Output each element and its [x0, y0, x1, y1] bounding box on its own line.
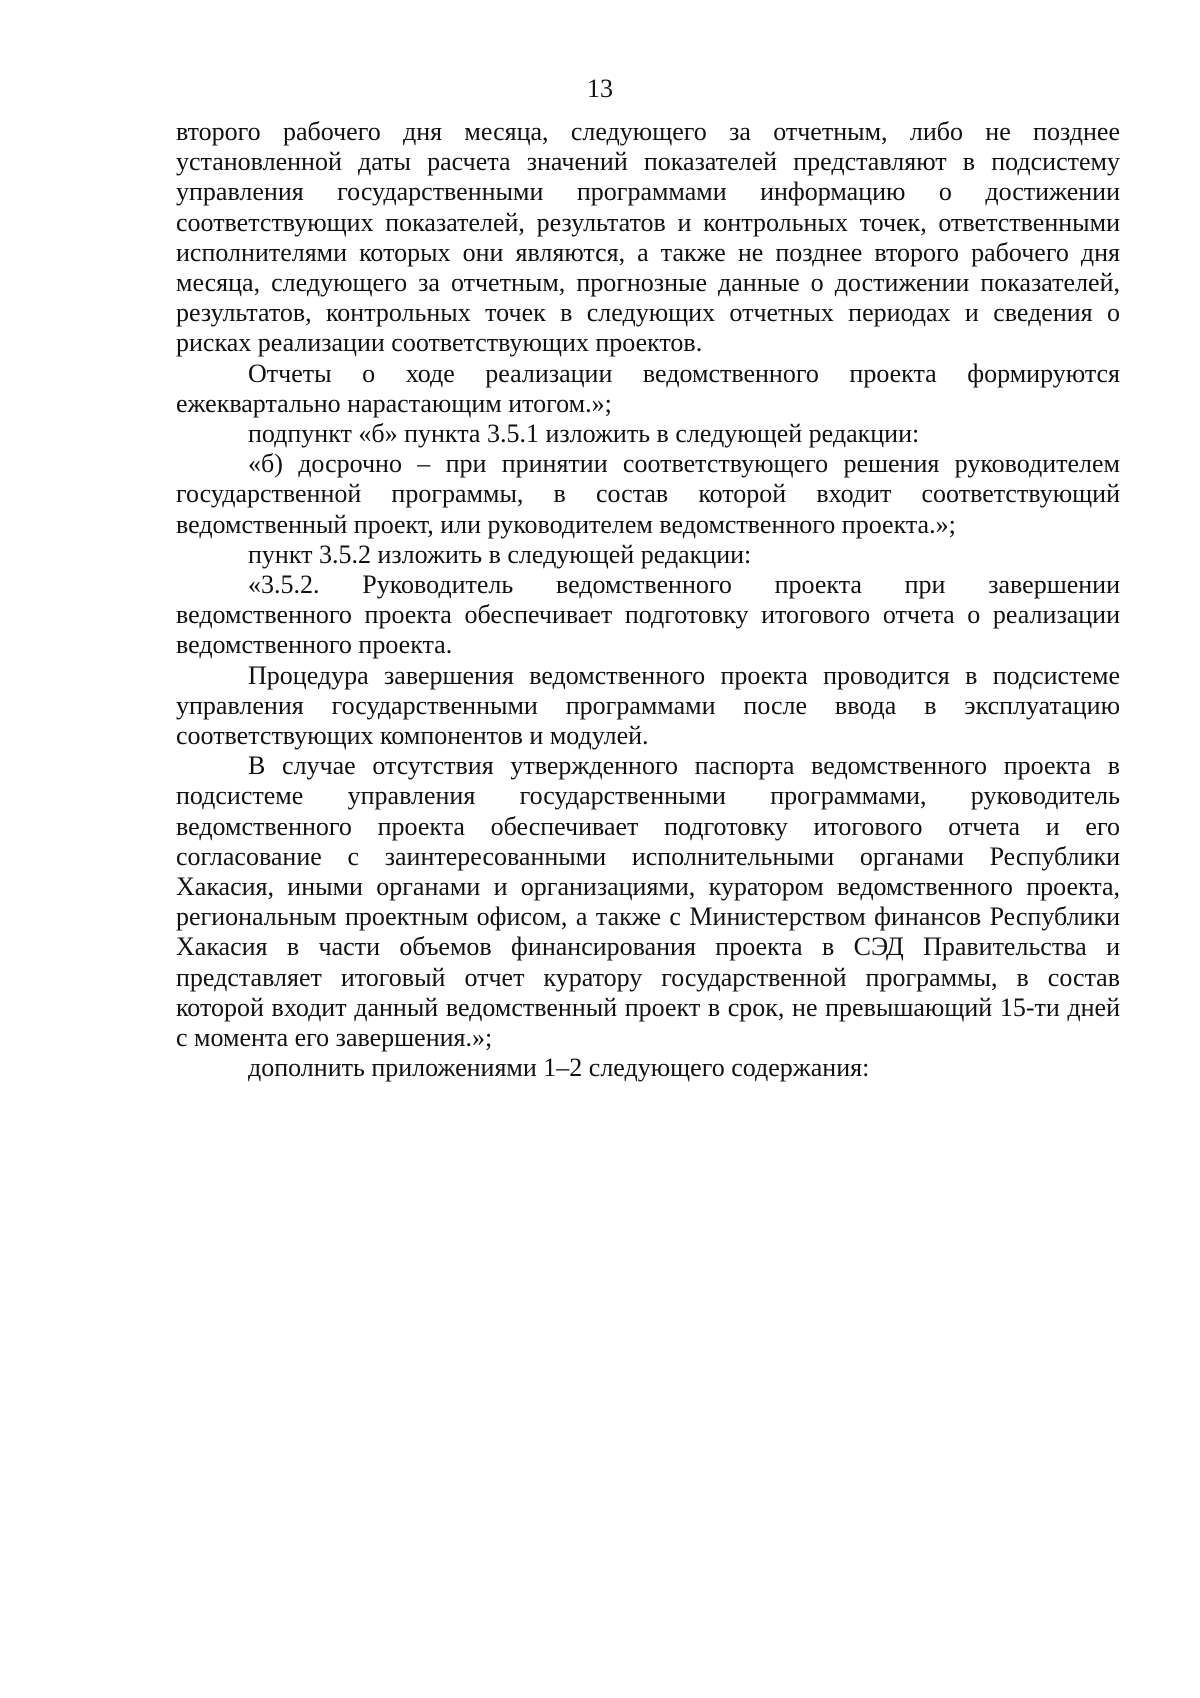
document-body — [176, 117, 1120, 1084]
page-number: 13 — [587, 74, 613, 103]
paragraph: пункт 3.5.2 изложить в следующей редакции: — [248, 539, 752, 569]
paragraph: дополнить приложениями 1–2 следующего содержания: — [248, 1053, 870, 1083]
paragraph: второго рабочего дня месяца, следующего за отчетным, либо не позднее установленной даты расчета значений показателей представляют в подсистему управления государственными программами информацию о достижении соответствующих показателей, результатов и контрольных точек, ответственными исполнителями которых они являются, а также не позднее второго рабочего дня месяца, следующего за отчетным, прогнозные данные о достижении показателей, результатов, контрольных точек в следующих отчетных периодах и сведения о рисках реализации соответствующих проектов. — [176, 117, 1120, 358]
paragraph: «б) досрочно – при принятии соответствующего решения руководителем государственной программы, в состав которой входит соответствующий ведомственный проект, или руководителем ведомственного проекта.»; — [176, 449, 1120, 539]
paragraph: Отчеты о ходе реализации ведомственного проекта формируются ежеквартально нарастающим итогом.»; — [176, 358, 1120, 418]
paragraph: подпункт «б» пункта 3.5.1 изложить в следующей редакции: — [248, 419, 920, 449]
paragraph: В случае отсутствия утвержденного паспорта ведомственного проекта в подсистеме управления государственными программами, руководитель ведомственного проекта обеспечивает подготовку итогового отчета и его согласование с заинтересованными исполнительными органами Республики Хакасия, иными органами и организациями, куратором ведомственного проекта, региональным проектным офисом, а также с Министерством финансов Республики Хакасия в части объемов финансирования проекта в СЭД Правительства и представляет итоговый отчет куратору государственной программы, в состав которой входит данный ведомственный проект в срок, не превышающий 15-ти дней с момента его завершения.»; — [176, 751, 1120, 1053]
paragraph: Процедура завершения ведомственного проекта проводится в подсистеме управления государственными программами после ввода в эксплуатацию соответствующих компонентов и модулей. — [176, 660, 1120, 751]
paragraph: «3.5.2. Руководитель ведомственного проекта при завершении ведомственного проекта обеспечивает подготовку итогового отчета о реализации ведомственного проекта. — [176, 570, 1120, 660]
